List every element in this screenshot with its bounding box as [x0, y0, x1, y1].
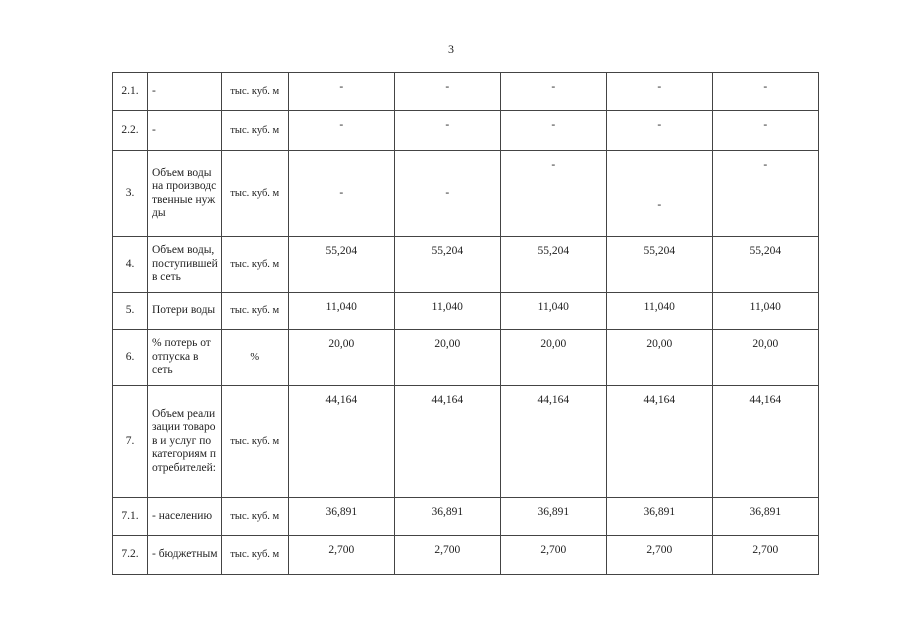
row-value: 55,204	[288, 237, 394, 293]
row-number: 5.	[113, 293, 148, 330]
row-value: 20,00	[712, 330, 818, 386]
row-unit: тыс. куб. м	[221, 293, 288, 330]
row-value: 55,204	[394, 237, 500, 293]
row-value: 2,700	[606, 536, 712, 575]
row-value: 11,040	[394, 293, 500, 330]
row-value: -	[606, 73, 712, 111]
row-unit: %	[221, 330, 288, 386]
row-value: 11,040	[288, 293, 394, 330]
table-row	[113, 386, 819, 498]
row-value: 2,700	[712, 536, 818, 575]
page-number: 3	[448, 42, 454, 56]
row-value: 20,00	[606, 330, 712, 386]
row-value: 44,164	[288, 386, 394, 498]
indicators-table	[112, 72, 819, 575]
row-number: 7.2.	[113, 536, 148, 575]
row-value: 44,164	[712, 386, 818, 498]
row-name: Объем реализации товаров и услуг по категориям потребителей:	[148, 386, 222, 498]
row-value: 36,891	[288, 498, 394, 536]
row-unit: тыс. куб. м	[221, 237, 288, 293]
row-value: -	[500, 111, 606, 151]
row-unit: тыс. куб. м	[221, 536, 288, 575]
row-value: 20,00	[394, 330, 500, 386]
row-name: - бюджетным	[148, 536, 222, 575]
row-value: 36,891	[712, 498, 818, 536]
row-value: -	[394, 151, 500, 237]
row-number: 2.1.	[113, 73, 148, 111]
table-row	[113, 237, 819, 293]
row-unit: тыс. куб. м	[221, 111, 288, 151]
row-number: 4.	[113, 237, 148, 293]
row-value: -	[712, 151, 818, 237]
row-unit: тыс. куб. м	[221, 498, 288, 536]
row-unit: тыс. куб. м	[221, 73, 288, 111]
row-value: -	[288, 73, 394, 111]
row-value: -	[394, 73, 500, 111]
row-value: -	[500, 151, 606, 237]
row-name: Потери воды	[148, 293, 222, 330]
row-value: 36,891	[606, 498, 712, 536]
table-row	[113, 330, 819, 386]
row-number: 2.2.	[113, 111, 148, 151]
row-number: 7.	[113, 386, 148, 498]
row-value: 55,204	[712, 237, 818, 293]
row-value: 2,700	[500, 536, 606, 575]
row-value: 44,164	[500, 386, 606, 498]
table-row	[113, 73, 819, 111]
table-row	[113, 293, 819, 330]
row-value: 36,891	[500, 498, 606, 536]
row-value: 55,204	[500, 237, 606, 293]
row-unit: тыс. куб. м	[221, 386, 288, 498]
row-unit: тыс. куб. м	[221, 151, 288, 237]
row-number: 7.1.	[113, 498, 148, 536]
table-row	[113, 498, 819, 536]
row-value: -	[288, 111, 394, 151]
row-value: 11,040	[606, 293, 712, 330]
row-value: 11,040	[500, 293, 606, 330]
row-name: -	[148, 111, 222, 151]
row-value: 36,891	[394, 498, 500, 536]
row-value: 2,700	[288, 536, 394, 575]
row-name: Объем воды, поступившей в сеть	[148, 237, 222, 293]
table-row	[113, 536, 819, 575]
row-value: -	[288, 151, 394, 237]
row-value: 11,040	[712, 293, 818, 330]
row-number: 6.	[113, 330, 148, 386]
row-value: -	[712, 73, 818, 111]
row-value: 20,00	[500, 330, 606, 386]
row-value: 44,164	[606, 386, 712, 498]
row-value: -	[500, 73, 606, 111]
row-value: -	[394, 111, 500, 151]
row-value: -	[712, 111, 818, 151]
table-row	[113, 151, 819, 237]
row-name: -	[148, 73, 222, 111]
row-name: % потерь от отпуска в сеть	[148, 330, 222, 386]
row-name: Объем воды на производственные нужды	[148, 151, 222, 237]
row-number: 3.	[113, 151, 148, 237]
row-value: 20,00	[288, 330, 394, 386]
row-value: -	[606, 151, 712, 237]
row-value: -	[606, 111, 712, 151]
row-name: - населению	[148, 498, 222, 536]
table-row	[113, 111, 819, 151]
row-value: 2,700	[394, 536, 500, 575]
row-value: 44,164	[394, 386, 500, 498]
row-value: 55,204	[606, 237, 712, 293]
